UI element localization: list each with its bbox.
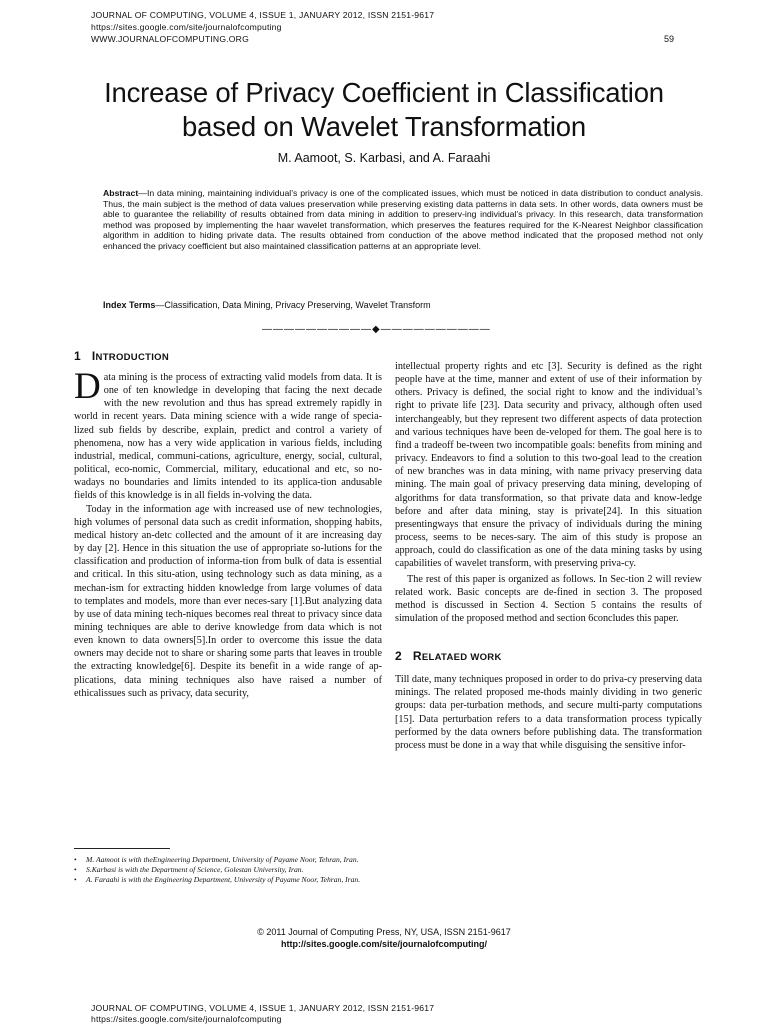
footnote bbox=[74, 855, 374, 865]
index-terms bbox=[103, 300, 703, 310]
section-divider: ——————————◆—————————— bbox=[262, 324, 491, 335]
journal-header: JOURNAL OF COMPUTING, VOLUME 4, ISSUE 1, JANUARY 2012, ISSN 2151-9617 bbox=[91, 10, 435, 20]
bullet-icon: • bbox=[74, 855, 77, 864]
authors: M. Aamoot, S. Karbasi, and A. Faraahi bbox=[277, 151, 491, 165]
bullet-icon: • bbox=[74, 865, 77, 874]
left-column bbox=[74, 366, 382, 700]
index-terms-label: Index Terms bbox=[103, 300, 156, 310]
abstract-label: Abstract bbox=[103, 188, 139, 198]
footnote bbox=[74, 875, 374, 885]
section-2-number: 2 bbox=[395, 649, 402, 664]
footnote-text: M. Aamoot is with theEngineering Department, University of Payame Noor, Tehran, Iran. bbox=[86, 855, 359, 864]
section-1-title: NTRODUCTION bbox=[95, 352, 170, 363]
paragraph bbox=[74, 366, 382, 503]
next-journal-url: https://sites.google.com/site/journalofcomputing bbox=[91, 1014, 282, 1024]
drop-cap: D bbox=[74, 366, 101, 407]
title-line-2: based on Wavelet Transformation bbox=[182, 111, 586, 142]
copyright-text: © 2011 Journal of Computing Press, NY, USA, ISSN 2151-9617 bbox=[257, 927, 511, 937]
paragraph: Today in the information age with increased use of new technologies, high volumes of personal data such as credit information, shopping habits, medical history an-detc collected and the amount of it are increasing day by day [2]. Hence in this situation the use of appropriate so-lutions for the classification and production of informa-tion from bulk of data is essential and critical. In this situ-ation, using technology such as data mining, as a mechan-ism for extracting hidden knowledge from large volumes of data to templates and models, more than ever neces-sary [1].But analyzing data by use of data mining tech-niques becomes real threat to privacy since data mining techniques are able to derive knowledge from data which is not even known to data owners[5].In order to overcome this issue the data owners may decide not to share or sharing some parts that leaves in trouble the extracting knowledge[6]. Despite its benefit in a wide range of ap-plications, data mining techniques also have raised a number of ethicalissues such as privacy, data security, bbox=[74, 503, 382, 699]
footnote-text: A. Faraahi is with the Engineering Department, University of Payame Noor, Tehran, Iran. bbox=[86, 875, 361, 884]
paragraph-text: ata mining is the process of extracting valid models from data. It is one of ten knowledge in developing that facing the next decade with the new revolution and thus has spread extremely rapidly in world in recent years. Data mining science with a wide range of specia-lized sub fields by describe, explain, predict and control a variety of phenomena, now has a very wide application in various fields, including industrial, medical, communi-cations, agriculture, energy, social, cultural, political, eco-nomic, Commercial, military, educational and etc, so no-wadays no boundaries and limits intended to its applica-tion andusable fields of this knowledge is in all fields in-volving the data. bbox=[74, 372, 382, 502]
section-2-heading bbox=[395, 649, 702, 665]
page-number: 59 bbox=[664, 34, 675, 44]
copyright-block bbox=[40, 926, 728, 950]
footnote-rule bbox=[74, 848, 170, 849]
bullet-icon: • bbox=[74, 875, 77, 884]
journal-site: WWW.JOURNALOFCOMPUTING.ORG bbox=[91, 34, 249, 44]
footnote bbox=[74, 865, 374, 875]
footnote-text: S.Karbasi is with the Department of Science, Golestan University, Iran. bbox=[86, 865, 304, 874]
paragraph: The rest of this paper is organized as follows. In Sec-tion 2 will review related work. Basic concepts are de-fined in section 3. The proposed method is discussed in Section 4. Section 5 contains the results of simulation of the proposed method and section 6concludes this paper. bbox=[395, 573, 702, 624]
section-1-first-letter: I bbox=[91, 349, 96, 363]
paper-title bbox=[40, 76, 728, 144]
next-page-header bbox=[91, 1003, 434, 1025]
right-column bbox=[395, 360, 702, 752]
abstract-text: —In data mining, maintaining individual’s privacy is one of the complicated issues, which must be noticed in data distribution to conduct analysis. Thus, the main subject is the method of data values preservation while preserving existing data patterns in data sets. In other words, data owners must be able to guarantee the reliability of results obtained from data mining in addition to preserv-ing individual’s privacy. In this research, data transformation method was proposed by implementing the haar wavelet transformation, which preserves the features required for the K-Nearest Neighbor classification algorithm in addition to hiding private data. The results obtained from conduction of the above method indicated that the proposed method not only enhanced the privacy coefficient but also maintained classification patterns at an appropriate level. bbox=[103, 188, 703, 251]
section-1-number: 1 bbox=[74, 349, 81, 363]
journal-url: https://sites.google.com/site/journalofcomputing bbox=[91, 22, 282, 32]
section-2-title: ELATAED WORK bbox=[421, 652, 502, 664]
abstract bbox=[103, 188, 703, 252]
title-line-1: Increase of Privacy Coefficient in Classification bbox=[104, 77, 664, 108]
section-1-heading bbox=[74, 349, 169, 363]
paragraph: intellectual property rights and etc [3]. Security is defined as the right people have at the time, manner and extent of use of their information by others. Privacy is defined, the social right to know and the individual’s right to private life [23]. Data security and privacy, although often used interchangeably, but they represent two different aspects of data protection and various techniques have been de-veloped for them. The goal here is to find a tradeoff be-tween two incompatible goals: benefits from mining and privacy. Endeavors to find a solution to this two-goal lead to the creation of new branches was in data mining, with name privacy preserving data mining. The main goal of privacy preserving data mining, developing of algorithms for data transformation, so that private data and know-ledge before and after data mining, stay is private[24]. In this situation presentingways that ensure the privacy of individuals during the mining process, seems to be neces-sary. The aim of this study is propose an approach, could do classification as one of the data mining tasks by using capabilities of wavelet transform, with preserving priva-cy. bbox=[395, 361, 702, 570]
copyright-url[interactable]: http://sites.google.com/site/journalofcomputing/ bbox=[280, 939, 487, 949]
paragraph: Till date, many techniques proposed in order to do priva-cy preserving data minings. The related proposed me-thods mainly dividing in two generic groups: data per-turbation methods, and secure multi-party computations [15]. Data perturbation refers to a data transformation process typically performed by the data owners before publishing data. The transformation process must be done in a way that while disguising the sensitive infor- bbox=[395, 674, 702, 751]
footnotes bbox=[74, 855, 374, 885]
index-terms-text: —Classification, Data Mining, Privacy Preserving, Wavelet Transform bbox=[155, 300, 431, 310]
section-2-first-letter: R bbox=[412, 649, 422, 664]
next-journal-header: JOURNAL OF COMPUTING, VOLUME 4, ISSUE 1, JANUARY 2012, ISSN 2151-9617 bbox=[91, 1003, 435, 1013]
